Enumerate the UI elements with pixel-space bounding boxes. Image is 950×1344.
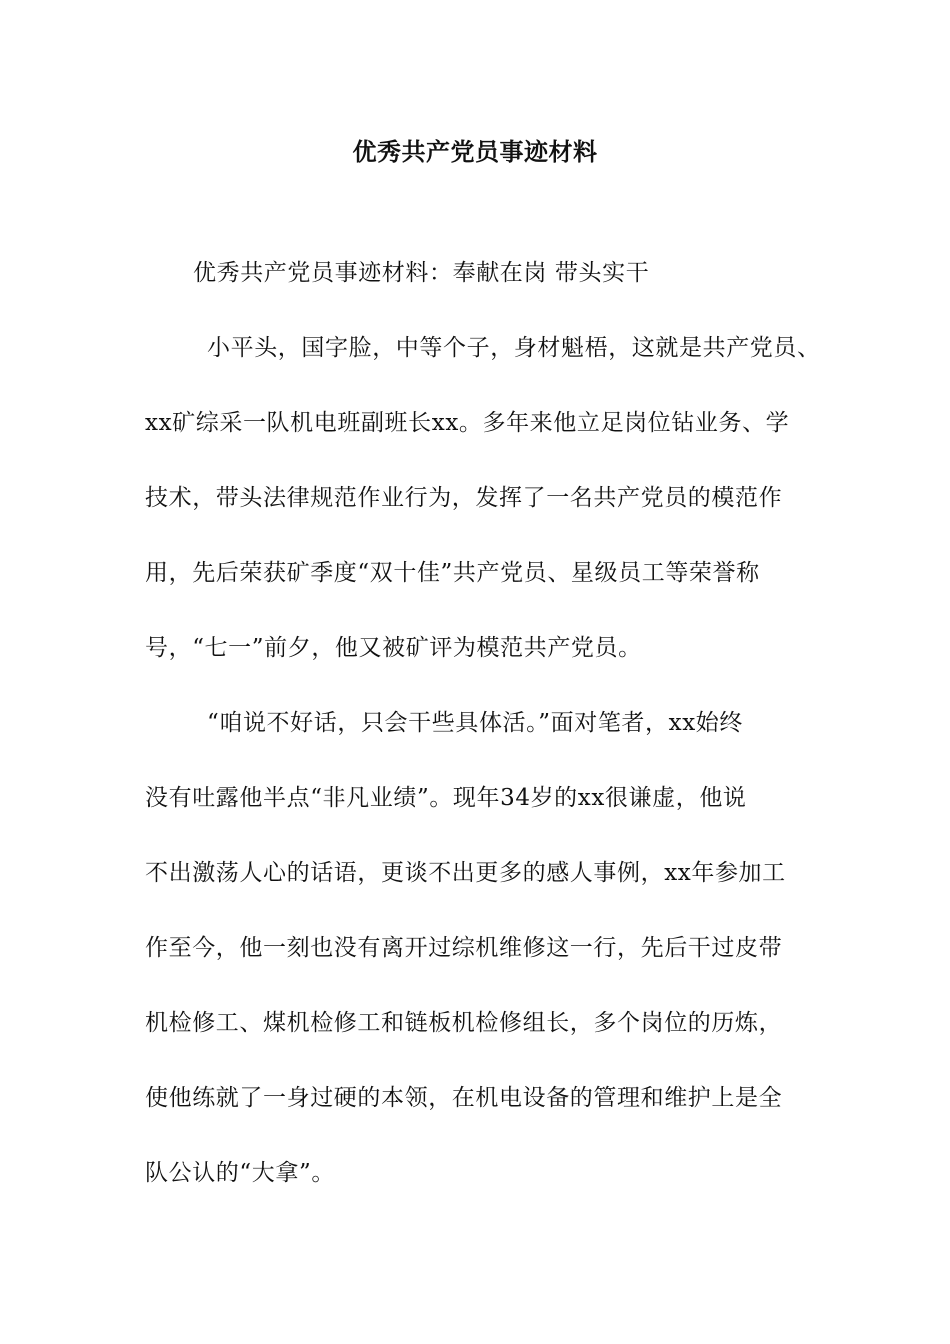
paragraph-1-line-5: 号，“七一”前夕，他又被矿评为模范共产党员。 xyxy=(145,635,642,661)
paragraph-1-line-2: xx矿综采一队机电班副班长xx。多年来他立足岗位钻业务、学 xyxy=(145,410,790,436)
paragraph-1-line-1: 小平头，国字脸，中等个子，身材魁梧，这就是共产党员、 xyxy=(207,335,821,361)
paragraph-2-line-6: 使他练就了一身过硬的本领，在机电设备的管理和维护上是全 xyxy=(145,1085,783,1111)
document-title: 优秀共产党员事迹材料 xyxy=(352,137,598,166)
paragraph-2-line-2: 没有吐露他半点“非凡业绩”。现年34岁的xx很谦虚，他说 xyxy=(145,785,747,811)
paragraph-1-line-3: 技术，带头法律规范作业行为，发挥了一名共产党员的模范作 xyxy=(145,485,783,511)
paragraph-2-line-7: 队公认的“大拿”。 xyxy=(145,1160,335,1186)
paragraph-2-line-1: “咱说不好话，只会干些具体活。”面对笔者，xx始终 xyxy=(207,710,743,736)
paragraph-2-line-4: 作至今，他一刻也没有离开过综机维修这一行，先后干过皮带 xyxy=(145,935,783,961)
subtitle-line: 优秀共产党员事迹材料：奉献在岗 带头实干 xyxy=(193,260,650,286)
paragraph-2-line-5: 机检修工、煤机检修工和链板机检修组长，多个岗位的历炼， xyxy=(145,1010,783,1036)
paragraph-2-line-3: 不出激荡人心的话语，更谈不出更多的感人事例，xx年参加工 xyxy=(145,860,786,886)
paragraph-1-line-4: 用，先后荣获矿季度“双十佳”共产党员、星级员工等荣誉称 xyxy=(145,560,760,586)
